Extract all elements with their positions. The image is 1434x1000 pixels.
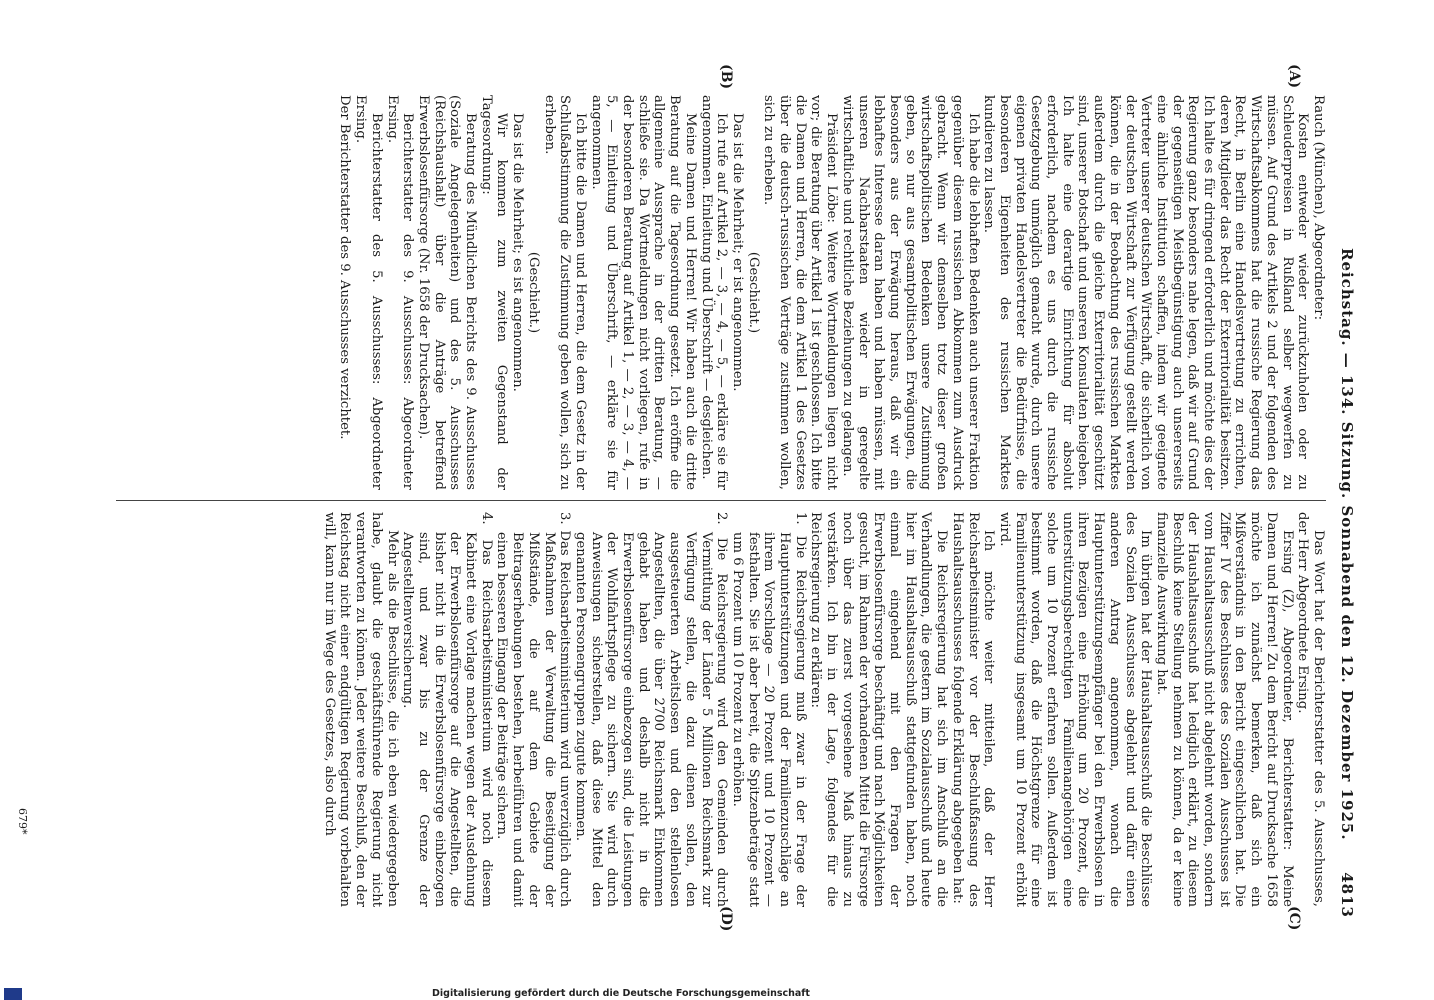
paragraph: Kosten entweder wieder zurückzuholen oder zu Schleuderpreisen in Rußland selber wegwerfen zu müssen. Auf Grund des Artikels 2 und der folgenden des Wirtschaftsabkommens hat die russische Regierung das Recht, in Berlin eine Handelsvertretung zu errichten, deren Mitglieder das Recht der Exterritorialität besitzen. Ich halte es für dringend erforderlich und möchte dies der Regierung ganz besonders nahe legen, daß wir auf Grund der gegenseitigen Meistbegünstigung auch unsererseits eine ähnliche Institution schaffen, indem wir geeignete Vertreter unserer deutschen Wirtschaft, die sicherlich von der deutschen Wirtschaft zur Verfügung gestellt werden können, die in der Beobachtung des russischen Marktes außerdem durch die gleiche Exterritorialität geschützt sind, unserer Botschaft und unseren Konsulaten beigeben. Ich halte eine derartige Einrichtung für absolut erforderlich, nachdem es uns durch die russische Gesetzgebung unmöglich gemacht wurde, durch unsere eigenen privaten Handelsvertreter die Bedürfnisse, die besonderen Eigenheiten des russischen Marktes kundieren zu lassen.: [981, 95, 1311, 490]
paragraph: Präsident Löbe: Weitere Wortmeldungen liegen nicht vor; die Beratung über Artikel 1 ist geschlossen. Ich bitte die Damen und Herren, die dem Artikel 1 des Gesetzes über die deutsch-russischen Verträge zustimmen wollen, sich zu erheben.: [761, 95, 840, 490]
paragraph: Ich habe die lebhaften Bedenken auch unserer Fraktion gegenüber diesem russischen Abkommen zum Ausdruck gebracht. Wenn wir demselben trotz dieser großen wirtschaftspolitischen Bedenken unsere Zustimmung geben, so nur aus gesamtpolitischen Erwägungen, die besonders aus der Erwägung heraus, daß wir ein lebhaftes Interesse daran haben und haben müssen, mit unseren Nachbarstaaten wieder in geregelte wirtschaftliche und rechtliche Beziehungen zu gelangen.: [839, 95, 981, 490]
paragraph: Das ist die Mehrheit; es ist angenommen.: [510, 113, 526, 392]
paragraph: Ich möchte weiter mitteilen, daß der Herr Reichsarbeitsminister vor der Beschlußfassung des Haushaltsausschusses folgende Erklärung abgegeben hat:: [949, 512, 997, 907]
left-column: [337, 95, 1326, 490]
paragraph: Ersing (Z), Abgeordneter, Berichterstatter: Meine Damen und Herren! Zu dem Bericht auf Drucksache 1658 möchte ich zunächst bemerken, daß sich ein Mißverständnis in den Bericht eingeschlichen hat. Die Ziffer IV des Beschlusses des Sozialen Ausschusses ist vom Haushaltsausschuß nicht abgelehnt worden, sondern der Haushaltsausschuß hat lediglich erklärt, zu diesem Beschluß keine Stellung nehmen zu können, da er keine finanzielle Auswirkung hat.: [1153, 512, 1295, 907]
paragraph: Wir kommen zum zweiten Gegenstand der Tagesordnung:: [478, 95, 510, 490]
paragraph: Berichterstatter des 5. Ausschusses: Abgeordneter Ersing.: [353, 95, 384, 490]
agenda-item: Beratung des Mündlichen Berichts des 9. Ausschusses (Soziale Angelegenheiten) und des 5. Ausschusses (Reichshaushalt) über die Anträge betreffend Erwerbslosenfürsorge (Nr. 1658 der Drucksachen).: [415, 95, 479, 490]
header-title: Reichstag. — 134. Sitzung. Sonnabend den 12. Dezember 1925.: [1338, 248, 1356, 841]
margin-marker-c: (C): [1286, 906, 1302, 931]
paragraph: Ich bitte die Damen und Herren, die dem Gesetz in der Schlußabstimmung die Zustimmung geben wollen, sich zu erheben.: [541, 95, 588, 490]
paragraph: Ich rufe auf Artikel 2, — 3, — 4, — 5, — erkläre sie für angenommen. Einleitung und Überschrift — desgleichen.: [698, 95, 730, 490]
list-item: 3. Das Reichsarbeitsministerium wird unverzüglich durch Maßnahmen der Verwaltung die Beseitigung der Mißstände, die auf dem Gebiete der Beitragserhebungen bestehen, herbeiführen und damit einen besseren Eingang der Beiträge sichern.: [494, 512, 573, 907]
margin-marker-a: (A): [1286, 64, 1302, 89]
right-column: [321, 512, 1326, 907]
list-item: 2. Die Reichsregierung wird den Gemeinden durch Vermittlung der Länder 5 Millionen Reichsmark zur Verfügung stellen, die dazu dienen sollen, den ausgesteuerten Arbeitslosen und den stellenlosen Angestellten, die über 2700 Reichsmark Einkommen gehabt haben und deshalb nicht in die Erwerbslosenfürsorge einbezogen sind, die Leistungen der Wohlfahrtspflege zu sichern. Sie wird durch Anweisungen sicherstellen, daß diese Mittel den genannten Personengruppen zugute kommen.: [572, 512, 730, 907]
list-item: 1. Die Reichsregierung muß zwar in der Frage der Hauptunterstützungen und der Familienzuschläge an ihrem Vorschlage — 20 Prozent und 10 Prozent — festhalten. Sie ist aber bereit, die Spitzenbeträge statt um 6 Prozent um 10 Prozent zu erhöhen.: [729, 512, 808, 907]
speaker-line: Rauch (München), Abgeordneter:: [1311, 95, 1326, 321]
page-number: 4813: [1338, 872, 1356, 918]
dfg-logo-icon: [4, 988, 22, 1000]
dfg-sidebar: [0, 988, 1434, 1000]
page-header: [1332, 88, 1356, 918]
quoted-statement: Die Reichsregierung hat sich im Anschluß an die Verhandlungen, die gestern im Sozialausschuß und heute hier im Haushaltsausschuß stattgefunden haben, noch einmal eingehend mit den Fragen der Erwerbslosenfürsorge beschäftigt und nach Möglichkeiten gesucht, im Rahmen der vorhandenen Mittel die Fürsorge noch über das zuerst vorgesehene Maß hinaus zu verstärken. Ich bin in der Lage, folgendes für die Reichsregierung zu erklären:: [808, 512, 950, 907]
margin-marker-b: (B): [718, 64, 734, 90]
paragraph: Im übrigen hat der Haushaltsausschuß die Beschlüsse des Sozialen Ausschusses abgelehnt und dafür einen anderen Antrag angenommen, wonach die Hauptunterstützungsempfänger bei den Erwerbslosen in ihren Bezügen eine Erhöhung um 20 Prozent, die unterstützungsberechtigten Familienangehörigen eine solche um 10 Prozent erfahren sollen. Außerdem ist bestimmt worden, daß die Höchstgrenze für eine Familienunterstützung insgesamt um 10 Prozent erhöht wird.: [996, 512, 1154, 907]
footnote-mark: 679*: [16, 808, 29, 835]
paragraph: Das Wort hat der Berichterstatter des 5. Ausschusses, der Herr Abgeordnete Ersing.: [1295, 512, 1326, 907]
paragraph: Berichterstatter des 9. Ausschusses: Abgeordneter Ersing.: [384, 95, 416, 490]
margin-marker-d: (D): [718, 906, 734, 932]
column-divider: [116, 500, 1326, 501]
stage-direction: (Geschieht.): [745, 251, 761, 334]
list-item: 4. Das Reichsarbeitsministerium wird noch diesem Kabinett eine Vorlage machen wegen der Ausdehnung der Erwerbslosenfürsorge auf die Angestellten, die bisher nicht in die Erwerbslosenfürsorge einbezogen sind, und zwar bis zu der Grenze der Angestelltenversicherung.: [400, 512, 494, 907]
paragraph: Meine Damen und Herren! Wir haben auch die dritte Beratung auf die Tagesordnung gesetzt. Ich eröffne die allgemeine Aussprache in der dritten Beratung, — schließe sie. Da Wortmeldungen nicht vorliegen, rufe in der besonderen Beratung auf Artikel 1, — 2, — 3, — 4, — 5, — Einleitung und Überschrift, — erkläre sie für angenommen.: [588, 95, 698, 490]
paragraph: Der Berichterstatter des 9. Ausschusses verzichtet.: [337, 95, 353, 440]
paragraph: Das ist die Mehrheit; er ist angenommen.: [729, 113, 745, 392]
paragraph: Mehr als die Beschlüsse, die ich eben wiedergegeben habe, glaubt die geschäftsführende Regierung nicht verantworten zu können. Jeder weitere Beschluß, den der Reichstag nicht einer endgültigen Regierung vorbehalten will, kann nur im Wege des Gesetzes, also durch: [321, 512, 400, 907]
dfg-credit-text: Digitalisierung gefördert durch die Deutsche Forschungsgemeinschaft: [432, 988, 810, 999]
stage-direction: (Geschieht.): [525, 251, 541, 334]
